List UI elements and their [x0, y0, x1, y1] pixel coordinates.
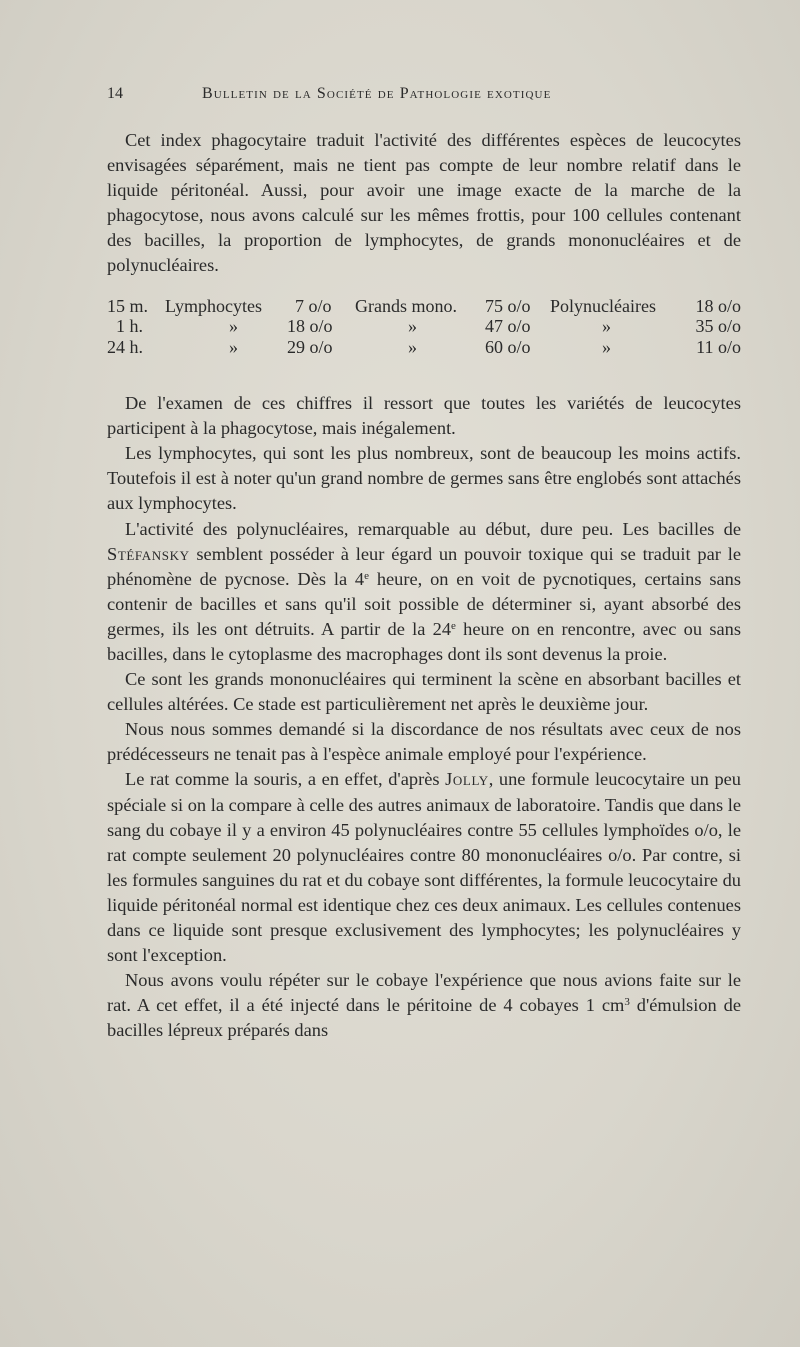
lymphocytes-value: 29 o/o: [287, 336, 333, 357]
time-cell: 15 m.: [107, 295, 149, 316]
table-row: [107, 296, 741, 317]
polynuclear-label: Polynucléaires: [550, 295, 656, 316]
text-run: Nous avons voulu répéter sur le cobaye l'expérience que nous avions faite sur le rat. A cet effet, il a été injecté dans le péritoine de 4 cobayes 1 cm: [107, 970, 741, 1016]
paragraph-6: Nous nous sommes demandé si la discordance de nos résultats avec ceux de nos prédécesseurs ne tenait pas à l'espèce animale employé pour l'expérience.: [107, 719, 741, 765]
mononuclear-value: 47 o/o: [485, 316, 531, 337]
lymphocytes-ditto: »: [229, 316, 238, 337]
author-name: Jolly: [445, 769, 489, 790]
lymphocytes-ditto: »: [229, 336, 238, 357]
paragraph-2: De l'examen de ces chiffres il ressort que toutes les variétés de leucocytes participent à la phagocytose, mais inégalement.: [107, 393, 741, 439]
text-run: L'activité des polynucléaires, remarquable au début, dure peu. Les bacilles de: [125, 518, 741, 539]
lymphocytes-value: 18 o/o: [287, 316, 333, 337]
polynuclear-value: 11 o/o: [696, 336, 741, 357]
unit-superscript: 3: [624, 996, 630, 1009]
running-title: Bulletin de la Société de Pathologie exotique: [202, 85, 552, 102]
mononuclear-value: 75 o/o: [485, 295, 531, 316]
mononuclear-ditto: »: [408, 316, 417, 337]
ordinal-superscript: e: [451, 619, 456, 632]
mononuclear-label: Grands mono.: [355, 295, 457, 316]
polynuclear-value: 35 o/o: [695, 316, 741, 337]
running-head: [107, 85, 737, 111]
author-name: Stéfansky: [107, 543, 190, 564]
text-run: semblent posséder à leur égard un pouvoir toxique qui se traduit par le phénomène de pycnose. Dès la 4: [107, 543, 741, 589]
table-row: [107, 316, 741, 337]
text-run: heure on en rencontre, avec ou sans bacilles, dans le cytoplasme des macrophages dont ils sont devenus la proie.: [107, 618, 741, 664]
phagocytosis-table: [107, 296, 741, 358]
lymphocytes-label: Lymphocytes: [165, 295, 262, 316]
paragraph-3: Les lymphocytes, qui sont les plus nombreux, sont de beaucoup les moins actifs. Toutefois il est à noter qu'un grand nombre de germes sans être englobés sont attachés aux lymphocytes.: [107, 443, 741, 514]
paragraph-4: [107, 517, 741, 668]
mononuclear-ditto: »: [408, 336, 417, 357]
ordinal-superscript: e: [364, 569, 370, 582]
polynuclear-ditto: »: [602, 316, 611, 337]
mononuclear-value: 60 o/o: [485, 336, 531, 357]
text-run: heure, on en voit de pycnotiques, certains sans contenir de bacilles et sans qu'il soit possible de déterminer si, ayant absorbé des germes, ils les ont détruits. A partir de la 24: [107, 568, 741, 639]
paragraph-7: [107, 767, 741, 968]
time-cell: 1 h.: [116, 316, 143, 337]
lymphocytes-value: 7 o/o: [295, 295, 332, 316]
paragraph-5: Ce sont les grands mononucléaires qui terminent la scène en absorbant bacilles et cellules altérées. Ce stade est particulièrement net après le deuxième jour.: [107, 669, 741, 715]
text-run: , une formule leucocytaire un peu spéciale si on la compare à celle des autres animaux de laboratoire. Tandis que dans le sang du cobaye il y a environ 45 polynucléaires contre 55 cellules lymphoïdes o/o, le rat compte seulement 20 polynucléaires contre 80 mononucléaires o/o. Par contre, si les formules sanguines du rat et du cobaye sont différentes, la formule leucocytaire du liquide péritonéal normal est identique chez ces deux animaux. Les cellules contenues dans ce liquide sont presque exclusivement des lymphocytes; les polynucléaires y sont l'exception.: [107, 769, 741, 966]
text-run: Le rat comme la souris, a en effet, d'après: [125, 769, 446, 790]
polynuclear-ditto: »: [602, 336, 611, 357]
table-row: [107, 337, 741, 358]
time-cell: 24 h.: [107, 336, 143, 357]
polynuclear-value: 18 o/o: [695, 295, 741, 316]
paragraph-1: Cet index phagocytaire traduit l'activité des différentes espèces de leucocytes envisagées séparément, mais ne tient pas compte de leur nombre relatif dans le liquide péritonéal. Aussi, pour avoir une image exacte de la marche de la phagocytose, nous avons calculé sur les mêmes frottis, pour 100 cellules contenant des bacilles, la proportion de lymphocytes, de grands mononucléaires et de polynucléaires.: [107, 130, 741, 276]
text-run: d'émulsion de bacilles lépreux préparés dans: [107, 995, 741, 1041]
body-text: [107, 128, 741, 1044]
paragraph-8: [107, 968, 741, 1043]
page-number: 14: [107, 85, 123, 102]
